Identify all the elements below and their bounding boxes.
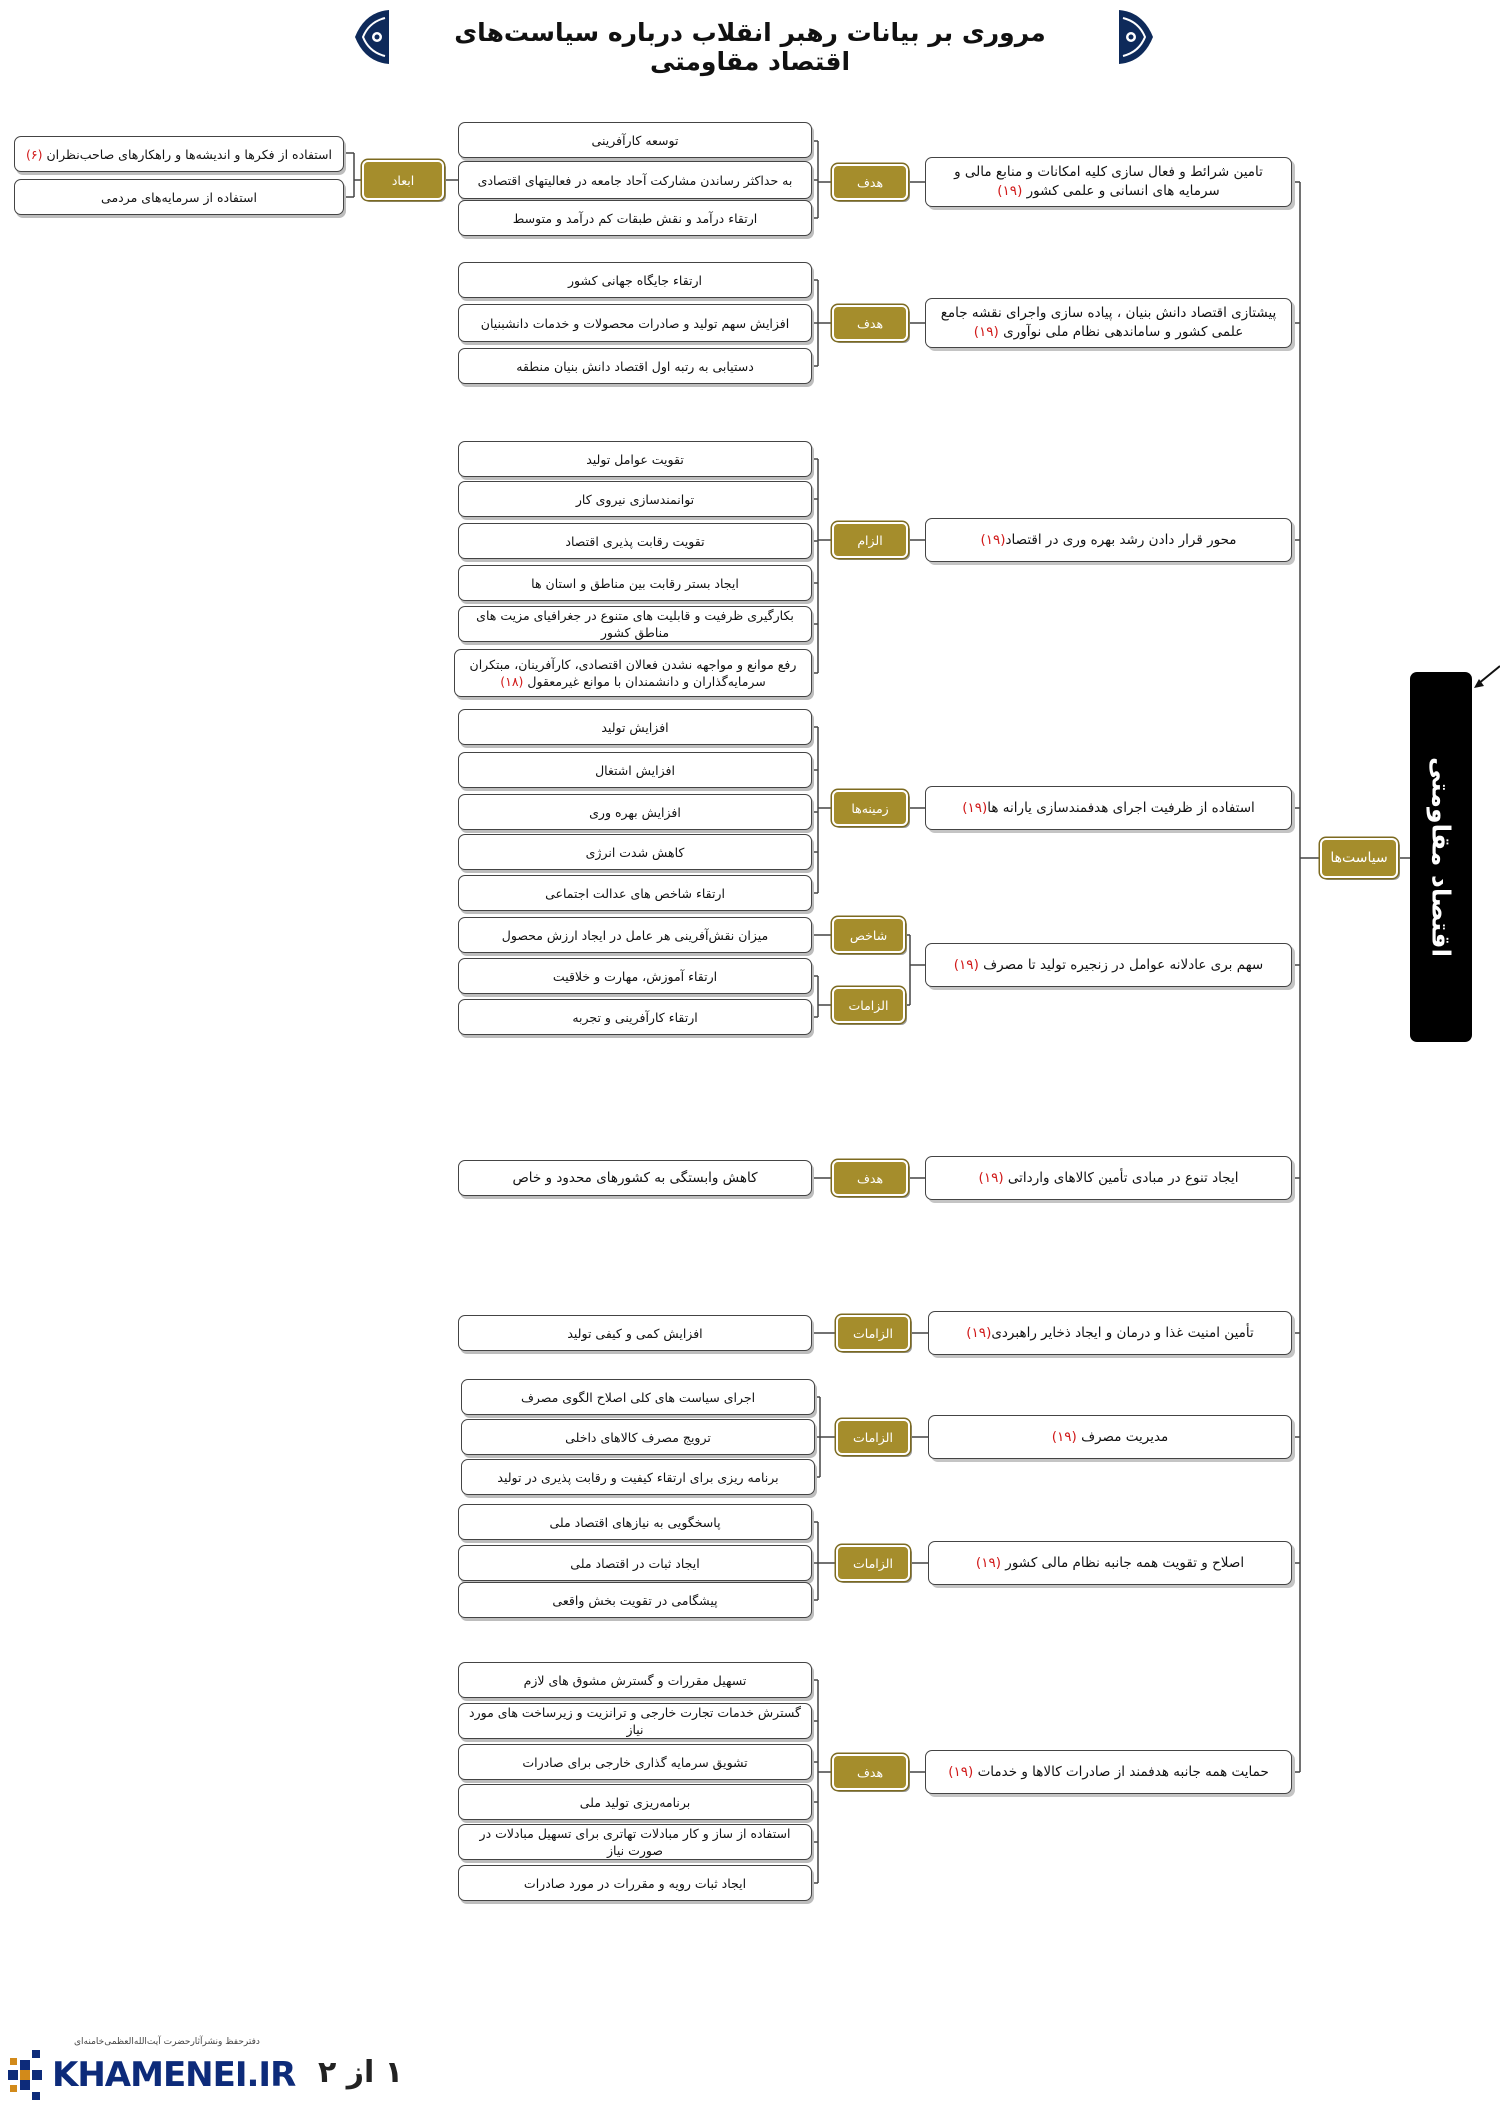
item-box: ارتقاء کارآفرینی و تجربه — [458, 999, 812, 1035]
policy-box: استفاده از ظرفیت اجرای هدفمندسازی یارانه ها(۱۹) — [925, 786, 1292, 830]
tag-requirement: الزام — [832, 522, 908, 558]
item-box: افزایش سهم تولید و صادرات محصولات و خدمات دانشبنیان — [458, 304, 812, 342]
tag-goal: هدف — [832, 164, 908, 200]
item-box: ارتقاء شاخص های عدالت اجتماعی — [458, 875, 812, 911]
item-box: تشویق سرمایه گذاری خارجی برای صادرات — [458, 1744, 812, 1780]
item-box: ایجاد ثبات در اقتصاد ملی — [458, 1545, 812, 1581]
policy-box: پیشتازی اقتصاد دانش بنیان ، پیاده سازی واجرای نقشه جامع علمی کشور و ساماندهی نظام ملی نوآوری (۱۹) — [925, 298, 1292, 348]
tag-requirements: الزامات — [836, 1315, 910, 1351]
item-box: استفاده از ساز و کار مبادلات تهاتری برای تسهیل مبادلات در صورت نیاز — [458, 1824, 812, 1860]
policy-box: تأمین امنیت غذا و درمان و ایجاد ذخایر راهبردی(۱۹) — [928, 1311, 1292, 1355]
policy-box: سهم بری عادلانه عوامل در زنجیره تولید تا مصرف (۱۹) — [925, 943, 1292, 987]
hub-policies-tag: سیاست‌ها — [1320, 838, 1398, 878]
policy-box: محور قرار دادن رشد بهره وری در اقتصاد(۱۹) — [925, 518, 1292, 562]
item-box: ارتقاء آموزش، مهارت و خلاقیت — [458, 958, 812, 994]
tag-indicator: شاخص — [832, 917, 905, 953]
item-box: افزایش بهره وری — [458, 794, 812, 830]
policy-box: تامین شرائط و فعال سازی کلیه امکانات و منابع مالی و سرمایه های انسانی و علمی کشور (۱۹) — [925, 157, 1292, 207]
item-box: استفاده از فکرها و اندیشه‌ها و راهکارهای صاحب‌نظران (۶) — [14, 136, 344, 172]
item-box: میزان نقش‌آفرینی هر عامل در ایجاد ارزش محصول — [458, 917, 812, 953]
main-topic-box — [1410, 672, 1472, 1042]
page-title: مروری بر بیانات رهبر انقلاب درباره سیاست‌های اقتصاد مقاومتی — [454, 18, 1046, 76]
item-box: برنامه ریزی برای ارتقاء کیفیت و رقابت پذیری در تولید — [461, 1459, 815, 1495]
page-indicator: ۱ از ۲ — [318, 2055, 404, 2090]
item-box: ارتقاء جایگاه جهانی کشور — [458, 262, 812, 298]
logo-text: KHAMENEI.IR — [52, 2055, 296, 2095]
tag-requirements: الزامات — [836, 1419, 910, 1455]
item-box: پاسخگویی به نیازهای اقتصاد ملی — [458, 1504, 812, 1540]
item-box: تسهیل مقررات و گسترش مشوق های لازم — [458, 1662, 812, 1698]
tag-goal: هدف — [832, 1754, 908, 1790]
item-box: رفع موانع و مواجهه نشدن فعالان اقتصادی، کارآفرینان، مبتکران سرمایه‌گذاران و دانشمندان با موانع غیرمعقول (۱۸) — [454, 649, 812, 697]
item-box: دستیابی به رتبه اول اقتصاد دانش بنیان منطقه — [458, 348, 812, 384]
logo-caption: دفترحفظ ونشرآثارحضرت آیت‌الله‌العظمی‌خامنه‌ای — [74, 2037, 260, 2047]
item-box: ارتقاء درآمد و نقش طبقات کم درآمد و متوسط — [458, 200, 812, 236]
main-topic-label: اقتصاد مقاومتی — [1426, 756, 1456, 958]
item-box: افزایش اشتغال — [458, 752, 812, 788]
item-box: تقویت عوامل تولید — [458, 441, 812, 477]
item-box: کاهش وابستگی به کشورهای محدود و خاص — [458, 1160, 812, 1196]
item-box: افزایش تولید — [458, 709, 812, 745]
policy-box: ایجاد تنوع در مبادی تأمین کالاهای وارداتی (۱۹) — [925, 1156, 1292, 1200]
policy-box: اصلاح و تقویت همه جانبه نظام مالی کشور (۱۹) — [928, 1541, 1292, 1585]
item-box: برنامه‌ریزی تولید ملی — [458, 1784, 812, 1820]
tag-requirements: الزامات — [832, 987, 905, 1023]
item-box: به حداکثر رساندن مشارکت آحاد جامعه در فعالیتهای اقتصادی — [458, 161, 812, 199]
item-box: ایجاد ثبات رویه و مقررات در مورد صادرات — [458, 1865, 812, 1901]
item-box: اجرای سیاست های کلی اصلاح الگوی مصرف — [461, 1379, 815, 1415]
item-box: بکارگیری ظرفیت و قابلیت های متنوع در جغرافیای مزیت های مناطق کشور — [458, 606, 812, 642]
pointer-arrow-icon — [1472, 664, 1500, 694]
item-box: پیشگامی در تقویت بخش واقعی — [458, 1582, 812, 1618]
policy-box: مدیریت مصرف (۱۹) — [928, 1415, 1292, 1459]
tag-dimensions: ابعاد — [362, 160, 444, 200]
item-box: تقویت رقابت پذیری اقتصاد — [458, 523, 812, 559]
item-box: کاهش شدت انرژی — [458, 834, 812, 870]
tag-grounds: زمینه‌ها — [832, 790, 908, 826]
item-box: ترویج مصرف کالاهای داخلی — [461, 1419, 815, 1455]
tag-requirements: الزامات — [836, 1545, 910, 1581]
tag-goal: هدف — [832, 305, 908, 341]
tag-goal: هدف — [832, 1160, 908, 1196]
item-box: توانمندسازی نیروی کار — [458, 481, 812, 517]
item-box: توسعه کارآفرینی — [458, 122, 812, 158]
ornament-left-icon — [345, 6, 395, 68]
ornament-right-icon — [1113, 6, 1163, 68]
item-box: گسترش خدمات تجارت خارجی و ترانزیت و زیرساخت های مورد نیاز — [458, 1703, 812, 1739]
item-box: افزایش کمی و کیفی تولید — [458, 1315, 812, 1351]
policy-box: حمایت همه جانبه هدفمند از صادرات کالاها و خدمات (۱۹) — [925, 1750, 1292, 1794]
item-box: ایجاد بستر رقابت بین مناطق و استان ها — [458, 565, 812, 601]
item-box: استفاده از سرمایه‌های مردمی — [14, 179, 344, 215]
